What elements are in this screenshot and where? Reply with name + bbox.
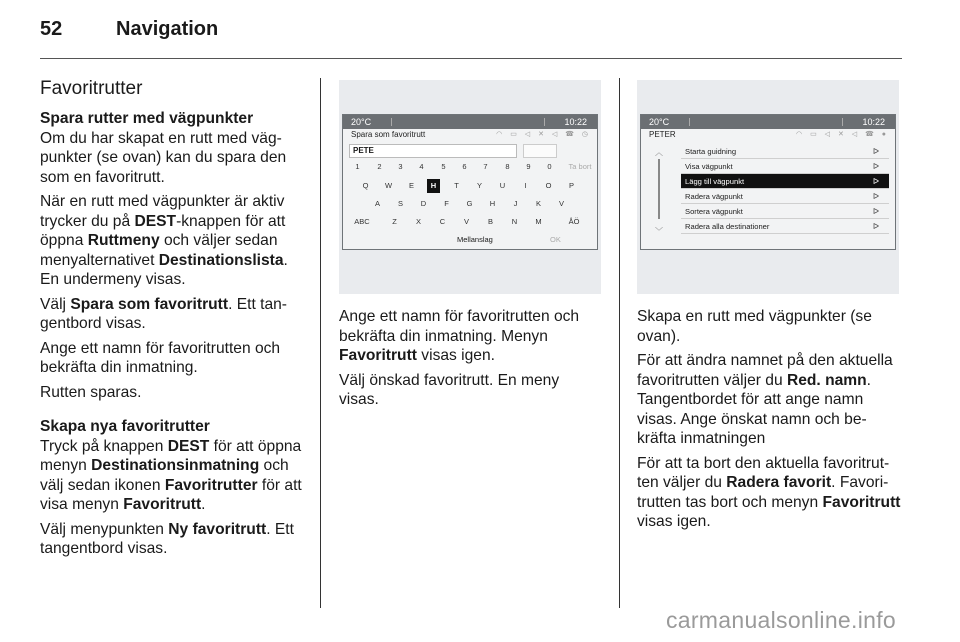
paragraph: För att ändra namnet på den aktuella favoritrutten väljer du Red. namn. Tangentbordet för att ange namn visas. Ange önskat namn och be-kräfta inmatningen bbox=[637, 352, 893, 447]
scroll-up-icon[interactable]: ︿ bbox=[655, 148, 663, 157]
section-title: Favoritrutter bbox=[40, 78, 143, 99]
special-chars-button[interactable]: ÅÖ bbox=[568, 217, 580, 226]
screen-title-bar bbox=[641, 129, 895, 141]
key[interactable]: D bbox=[420, 199, 427, 208]
paragraph: Tryck på knappen DEST för att öppna menyn Destinationsinmatning och välj sedan ikonen Favoritrutter för att visa menyn Favoritrutt. bbox=[40, 437, 302, 513]
paragraph: Om du har skapat en rutt med väg-punkter (se ovan) kan du spara den som en favoritrutt. bbox=[40, 129, 287, 186]
status-icons: ◠ ▭ ◁ ✕ ◁ ☎ ● bbox=[796, 131, 889, 138]
key[interactable]: 9 bbox=[526, 162, 531, 171]
key[interactable]: B bbox=[487, 217, 493, 226]
key[interactable]: N bbox=[511, 217, 518, 226]
screen-title: Spara som favoritrutt bbox=[351, 130, 426, 139]
status-bar bbox=[343, 115, 597, 129]
chapter-title: Navigation bbox=[116, 18, 219, 40]
key[interactable]: U bbox=[499, 181, 506, 190]
paragraph: Välj önskad favoritrutt. En meny visas. bbox=[339, 371, 560, 408]
screen-title: PETER bbox=[649, 130, 676, 139]
key[interactable]: X bbox=[415, 217, 421, 226]
menu-item-selected[interactable]: Lägg till vägpunkt ᐅ bbox=[681, 174, 889, 189]
temperature: 20°C bbox=[351, 117, 372, 127]
scroll-track bbox=[658, 159, 660, 219]
page-header bbox=[40, 18, 218, 41]
key[interactable]: M bbox=[535, 217, 542, 226]
chevron-right-icon: ᐅ bbox=[872, 177, 879, 186]
keyboard-row-q bbox=[343, 179, 599, 193]
menu-item[interactable]: Starta guidning ᐅ bbox=[681, 144, 889, 159]
key[interactable]: V bbox=[558, 199, 564, 208]
key[interactable]: Y bbox=[476, 181, 482, 190]
column-divider bbox=[619, 78, 620, 608]
abc-button[interactable]: ABC bbox=[354, 217, 370, 226]
chevron-right-icon: ᐅ bbox=[872, 222, 879, 231]
key[interactable]: A bbox=[374, 199, 380, 208]
subsection-title-create: Skapa nya favoritrutter bbox=[40, 418, 210, 435]
keyboard-screenshot bbox=[339, 80, 601, 294]
key[interactable]: 5 bbox=[441, 162, 446, 171]
subsection-title-save: Spara rutter med vägpunkter bbox=[40, 110, 254, 127]
key[interactable]: 0 bbox=[547, 162, 552, 171]
chevron-right-icon: ᐅ bbox=[872, 162, 879, 171]
key[interactable]: I bbox=[524, 181, 527, 190]
paragraph: Rutten sparas. bbox=[40, 383, 142, 401]
clock: 10:22 bbox=[564, 117, 587, 127]
key[interactable]: Z bbox=[392, 217, 397, 226]
key[interactable]: 3 bbox=[398, 162, 403, 171]
temperature: 20°C bbox=[649, 117, 670, 127]
screen-title-bar bbox=[343, 129, 597, 141]
name-input[interactable]: PETE bbox=[349, 144, 517, 158]
space-button[interactable]: Mellanslag bbox=[457, 235, 493, 244]
keyboard-row-digits bbox=[343, 160, 599, 174]
paragraph: För att ta bort den aktuella favoritrut-ten väljer du Radera favorit. Favori-trutten tas bort och menyn Favoritrutt visas igen. bbox=[637, 454, 901, 530]
chevron-right-icon: ᐅ bbox=[872, 192, 879, 201]
key[interactable]: Q bbox=[362, 181, 369, 190]
header-divider bbox=[40, 58, 902, 59]
keyboard-row-a bbox=[343, 197, 599, 211]
key[interactable]: H bbox=[489, 199, 496, 208]
key[interactable]: K bbox=[535, 199, 541, 208]
keyboard-row-z bbox=[343, 215, 599, 229]
paragraph: Skapa en rutt med vägpunkter (se ovan). bbox=[637, 308, 872, 345]
route-menu bbox=[681, 144, 889, 234]
key[interactable]: E bbox=[408, 181, 414, 190]
input-preview bbox=[523, 144, 557, 158]
chevron-right-icon: ᐅ bbox=[872, 147, 879, 156]
chevron-right-icon: ᐅ bbox=[872, 207, 879, 216]
column-middle bbox=[339, 80, 601, 415]
key[interactable]: O bbox=[545, 181, 552, 190]
paragraph: Ange ett namn för favoritrutten och bekräfta din inmatning. bbox=[40, 339, 281, 376]
paragraph: Ange ett namn för favoritrutten och bekräfta din inmatning. Menyn Favoritrutt visas igen. bbox=[339, 308, 580, 364]
menu-item[interactable]: Radera alla destinationer ᐅ bbox=[681, 219, 889, 234]
menu-item[interactable]: Sortera vägpunkt ᐅ bbox=[681, 204, 889, 219]
column-divider bbox=[320, 78, 321, 608]
key[interactable]: 7 bbox=[483, 162, 488, 171]
key[interactable]: 8 bbox=[505, 162, 510, 171]
key[interactable]: 1 bbox=[355, 162, 360, 171]
paragraph: Välj menypunkten Ny favoritrutt. Ett tangentbord visas. bbox=[40, 520, 294, 557]
paragraph: När en rutt med vägpunkter är aktiv trycker du på DEST-knappen för att öppna Ruttmeny och väljer sedan menyalternativet Destinationslista. En undermeny visas. bbox=[40, 193, 288, 288]
clock: 10:22 bbox=[862, 117, 885, 127]
key-selected[interactable]: H bbox=[427, 179, 440, 193]
column-left bbox=[40, 78, 310, 564]
infotainment-screen bbox=[342, 114, 598, 250]
scrollbar[interactable] bbox=[653, 145, 665, 237]
key[interactable]: P bbox=[568, 181, 574, 190]
paragraph: Välj Spara som favoritrutt. Ett tan-gentbord visas. bbox=[40, 295, 287, 332]
ok-button[interactable]: OK bbox=[550, 235, 561, 244]
key[interactable]: W bbox=[384, 181, 393, 190]
key[interactable]: S bbox=[397, 199, 403, 208]
menu-item[interactable]: Radera vägpunkt ᐅ bbox=[681, 189, 889, 204]
watermark: carmanualsonline.info bbox=[665, 607, 896, 633]
key[interactable]: J bbox=[513, 199, 518, 208]
key[interactable]: 6 bbox=[462, 162, 467, 171]
menu-item[interactable]: Visa vägpunkt ᐅ bbox=[681, 159, 889, 174]
column-right bbox=[637, 80, 901, 537]
key[interactable]: 4 bbox=[419, 162, 424, 171]
infotainment-screen bbox=[640, 114, 896, 250]
key[interactable]: 2 bbox=[377, 162, 382, 171]
key[interactable]: T bbox=[454, 181, 459, 190]
status-bar bbox=[641, 115, 895, 129]
key[interactable]: G bbox=[466, 199, 473, 208]
key[interactable]: V bbox=[463, 217, 469, 226]
scroll-down-icon[interactable]: ﹀ bbox=[655, 226, 663, 236]
menu-screenshot bbox=[637, 80, 899, 294]
key[interactable]: C bbox=[439, 217, 446, 226]
delete-button[interactable]: Ta bort bbox=[568, 162, 592, 171]
page-number: 52 bbox=[40, 18, 63, 40]
status-icons: ◠ ▭ ◁ ✕ ◁ ☎ ◷ bbox=[496, 131, 591, 138]
key[interactable]: F bbox=[444, 199, 449, 208]
